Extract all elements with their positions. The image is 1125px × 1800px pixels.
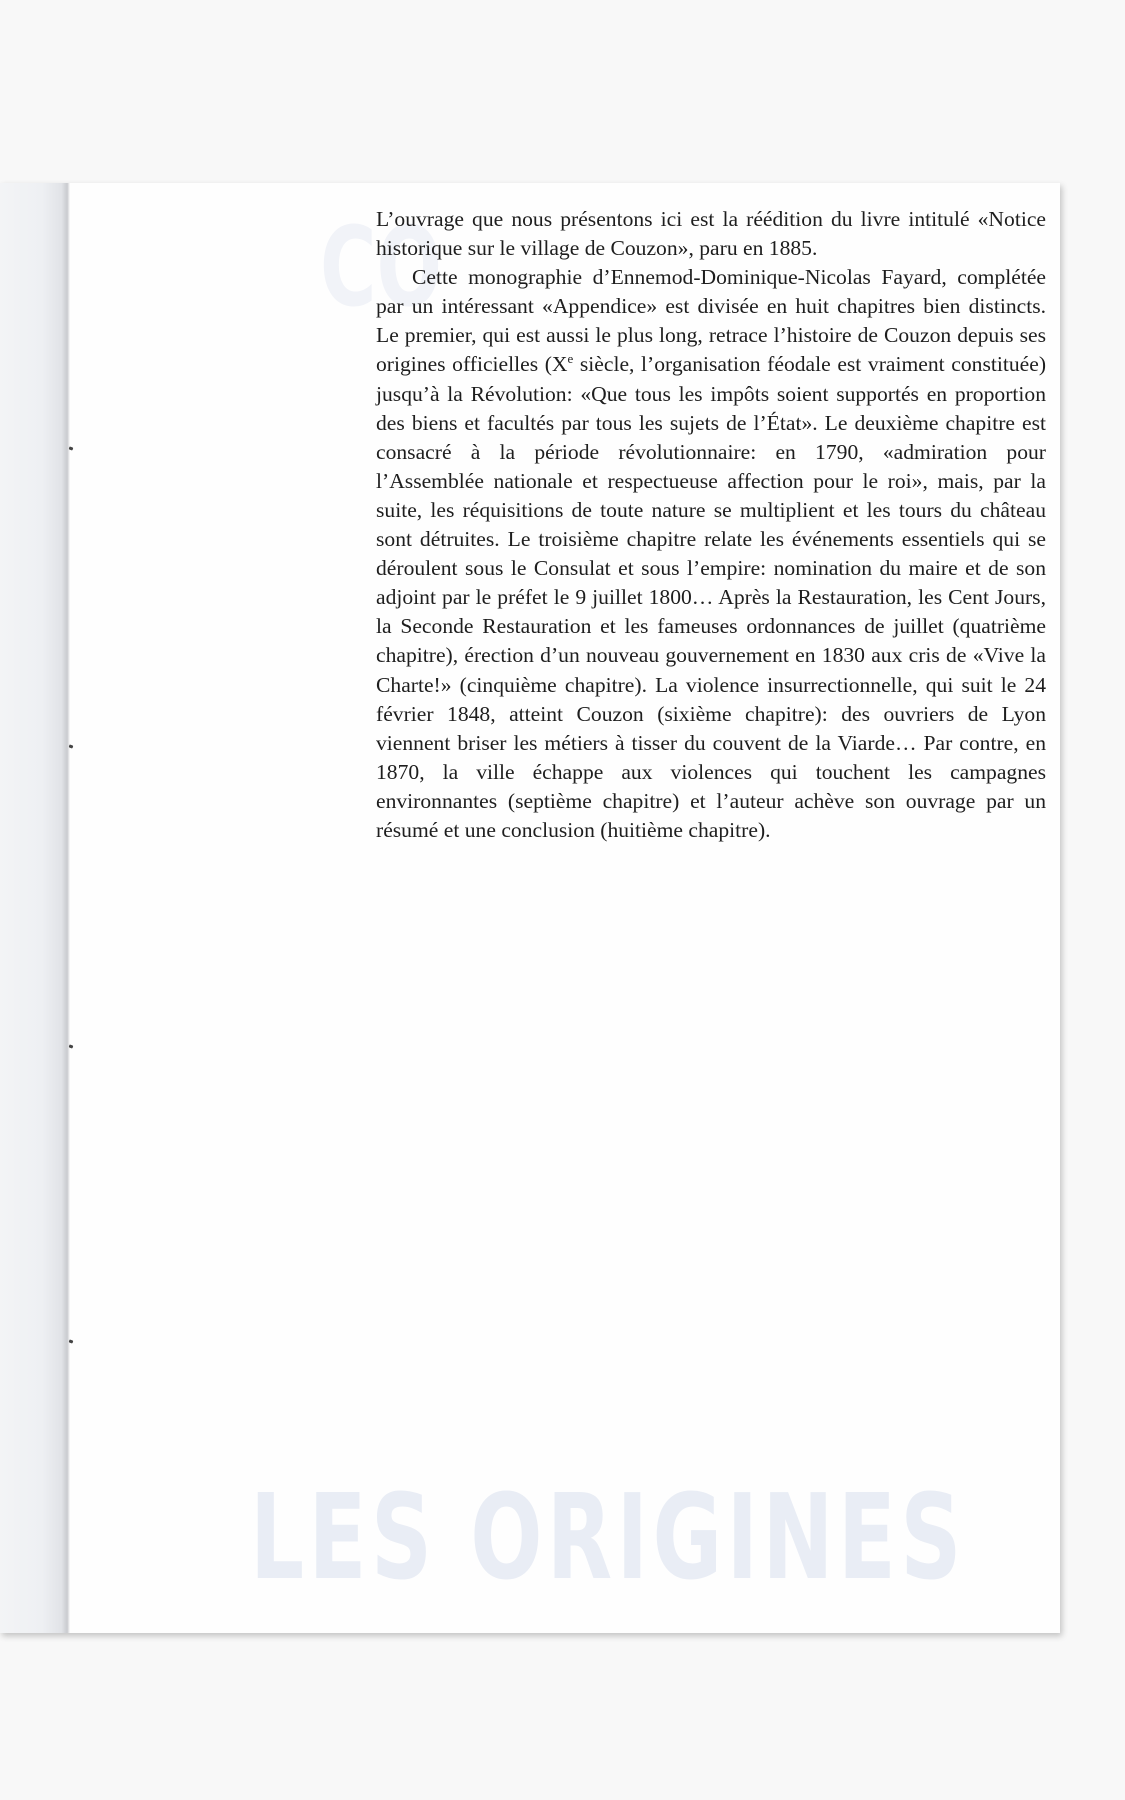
binding-gutter	[0, 183, 70, 1633]
show-through-heading-bottom: LES ORIGINES	[250, 1468, 966, 1606]
paragraph-1: L’ouvrage que nous présentons ici est la réédition du livre intitulé «Notice historique sur le village de Couzon», paru en 1885.	[376, 207, 1046, 261]
paragraph-2-part-1: Cette monographie d’Ennemod-Dominique-Nicolas Fayard, complétée par un intéressant «Appendice» est divisée en huit chapitres bien distincts. Le premier, qui est aussi le plus long, retrace l’histoire de Couzon depuis ses origines officielles (X	[376, 265, 1046, 377]
superscript-e: e	[567, 351, 574, 367]
body-text	[376, 205, 1046, 845]
paragraph-2	[376, 263, 1046, 845]
paragraph-2-part-2: siècle, l’organisation féodale est vraiment constituée) jusqu’à la Révolution: «Que tous les impôts soient supportés en proportion des biens et facultés par tous les sujets de l’État». Le deuxième chapitre est consacré à la période révolutionnaire: en 1790, «admiration pour l’Assemblée nationale et respectueuse affection pour le roi», mais, par la suite, les réquisitions de toute nature se multiplient et les tours du château sont détruites. Le troisième chapitre relate les événements essentiels qui se déroulent sous le Consulat et sous l’empire: nomination du maire et de son adjoint par le préfet le 9 juillet 1800… Après la Restauration, les Cent Jours, la Seconde Restauration et les fameuses ordonnances de juillet (quatrième chapitre), érection d’un nouveau gouvernement en 1830 aux cris de «Vive la Charte!» (cinquième chapitre). La violence insurrectionnelle, qui suit le 24 février 1848, atteint Couzon (sixième chapitre): des ouvriers de Lyon viennent briser les métiers à tisser du couvent de la Viarde… Par contre, en 1870, la ville échappe aux violences qui touchent les campagnes environnantes (septième chapitre) et l’auteur achève son ouvrage par un résumé et une conclusion (huitième chapitre).	[376, 352, 1047, 842]
show-through-heading-top: CO	[320, 203, 442, 331]
book-page	[0, 183, 1060, 1633]
